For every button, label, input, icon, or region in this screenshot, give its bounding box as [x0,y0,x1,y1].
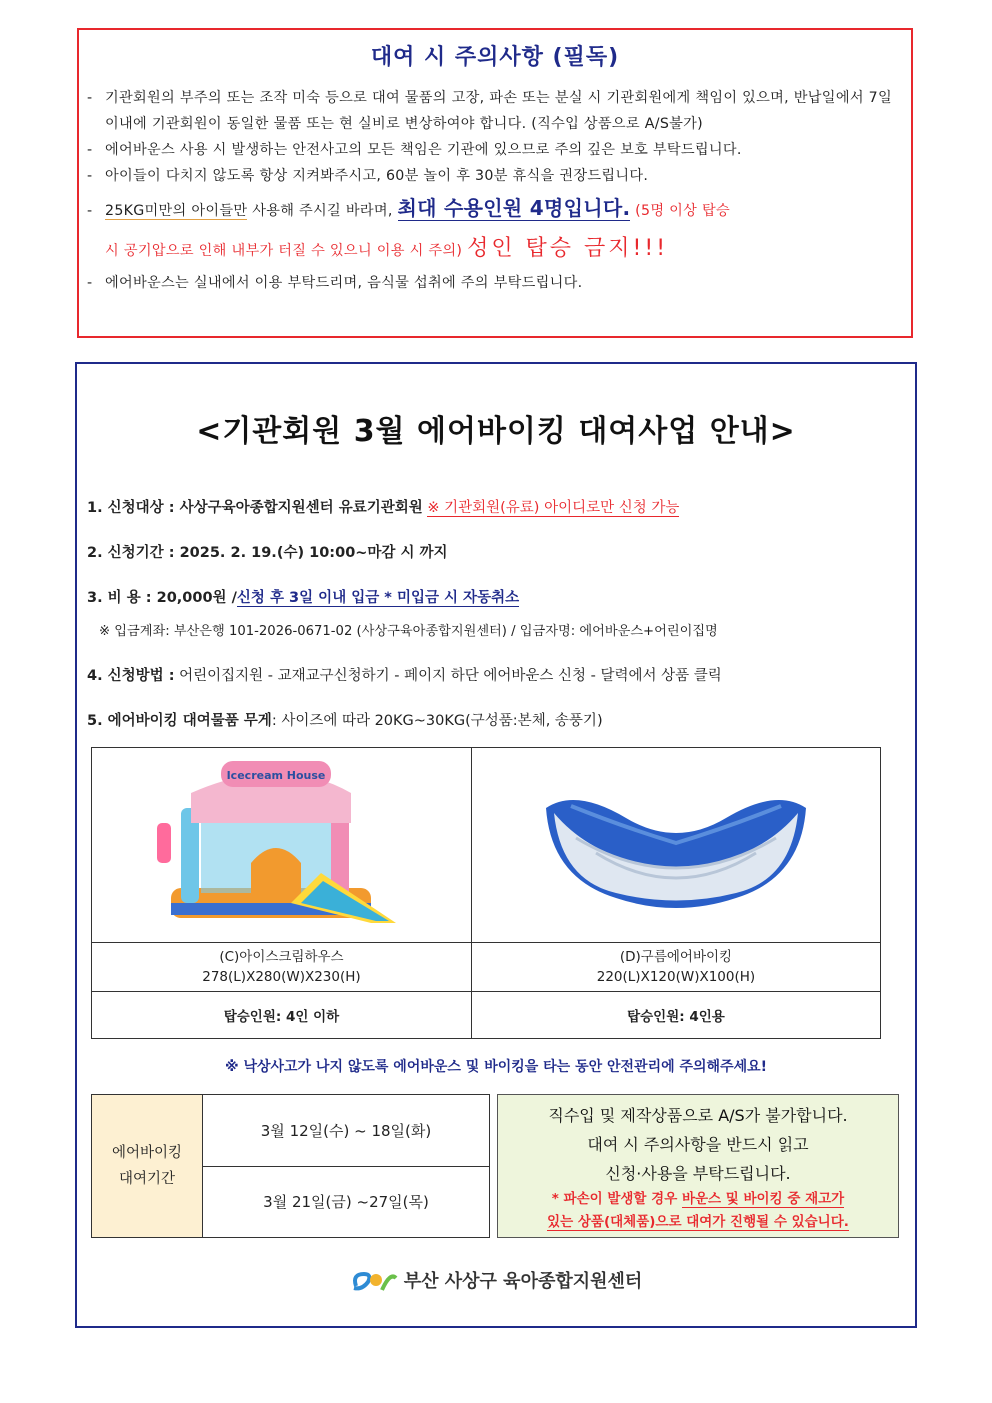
as-notice-red-2: 있는 상품(대체품)으로 대여가 진행될 수 있습니다. [547,1214,849,1230]
product-c-image [92,748,472,943]
product-table [91,747,881,1039]
as-notice-box [497,1094,899,1238]
notice-item-1: - 기관회원의 부주의 또는 조작 미숙 등으로 대여 물품의 고장, 파손 또는 분실 시 기관회원에게 책임이 있으며, 반납일에서 7일 이내에 기관회원이 동일한 물품 또는 현 실비로 변상하여야 합니다. (직수입 상품으로 A/S불가) [87,90,892,132]
notice-title: 대여 시 주의사항 (필독) [370,45,620,70]
product-c-caption: (C)아이스크림하우스 278(L)X280(W)X230(H) [92,943,472,992]
row-weight: 5. 에어바이킹 대여물품 무게: 사이즈에 따라 20KG~30KG(구성품:본체, 송풍기) [87,713,603,729]
rental-period-table [91,1094,490,1238]
row-period: 2. 신청기간 : 2025. 2. 19.(수) 10:00~마감 시 까지 [87,545,448,561]
footer-text: 부산 사상구 육아종합지원센터 [403,1271,643,1292]
as-notice-line-3: 신청·사용을 부탁드립니다. [605,1164,791,1183]
icecream-house-sign: Icecream House [227,769,326,782]
row-fee: 3. 비 용 : 20,000원 /신청 후 3일 이내 입금 * 미입금 시 자동취소 [87,590,520,606]
footer [77,1267,915,1296]
rental-period-1: 3월 12일(수) ~ 18일(화) [203,1095,490,1167]
icecream-house-image [151,753,411,933]
rental-period-label: 에어바이킹 대여기간 [92,1095,203,1238]
notice-item-4: - 25KG미만의 아이들만 사용해 주시길 바라며, 최대 수용인원 4명입니다. (5명 이상 탑승 시 공기압으로 인해 내부가 터질 수 있으니 이용 시 주의) 성인 탑승 금지!!! [87,196,730,261]
center-logo-icon [350,1268,398,1296]
product-c-capacity: 탑승인원: 4인 이하 [92,992,472,1039]
row-method: 4. 신청방법 : 어린이집지원 - 교재교구신청하기 - 페이지 하단 에어바운스 신청 - 달력에서 상품 클릭 [87,668,722,684]
main-box [75,362,917,1328]
notice-item-5: - 에어바운스는 실내에서 이용 부탁드리며, 음식물 섭취에 주의 부탁드립니다. [87,275,583,291]
rental-period-2: 3월 21일(금) ~27일(목) [203,1166,490,1238]
notice-item-2: - 에어바운스 사용 시 발생하는 안전사고의 모든 책임은 기관에 있으므로 주의 깊은 보호 부탁드립니다. [87,142,742,158]
product-d-capacity: 탑승인원: 4인용 [471,992,880,1039]
as-notice-line-1: 직수입 및 제작상품으로 A/S가 불가합니다. [548,1106,848,1125]
cloud-viking-image [536,768,816,918]
product-d-image [471,748,880,943]
as-notice-red-1: * 파손이 발생할 경우 바운스 및 바이킹 중 재고가 [551,1191,845,1207]
notice-list [79,85,911,296]
as-notice-line-2: 대여 시 주의사항을 반드시 읽고 [587,1135,809,1154]
notice-box [77,28,913,338]
product-d-caption: (D)구름에어바이킹 220(L)X120(W)X100(H) [471,943,880,992]
row-account: ※ 입금계좌: 부산은행 101-2026-0671-02 (사상구육아종합지원센터) / 입금자명: 에어바운스+어린이집명 [99,624,718,639]
safety-warning: ※ 낙상사고가 나지 않도록 에어바운스 및 바이킹을 타는 동안 안전관리에 주의해주세요! [224,1059,768,1075]
row-target: 1. 신청대상 : 사상구육아종합지원센터 유료기관회원 ※ 기관회원(유료) 아이디로만 신청 가능 [87,500,680,516]
main-title: <기관회원 3월 에어바이킹 대여사업 안내> [196,414,796,449]
notice-item-3: - 아이들이 다치지 않도록 항상 지켜봐주시고, 60분 놀이 후 30분 휴식을 권장드립니다. [87,168,649,184]
